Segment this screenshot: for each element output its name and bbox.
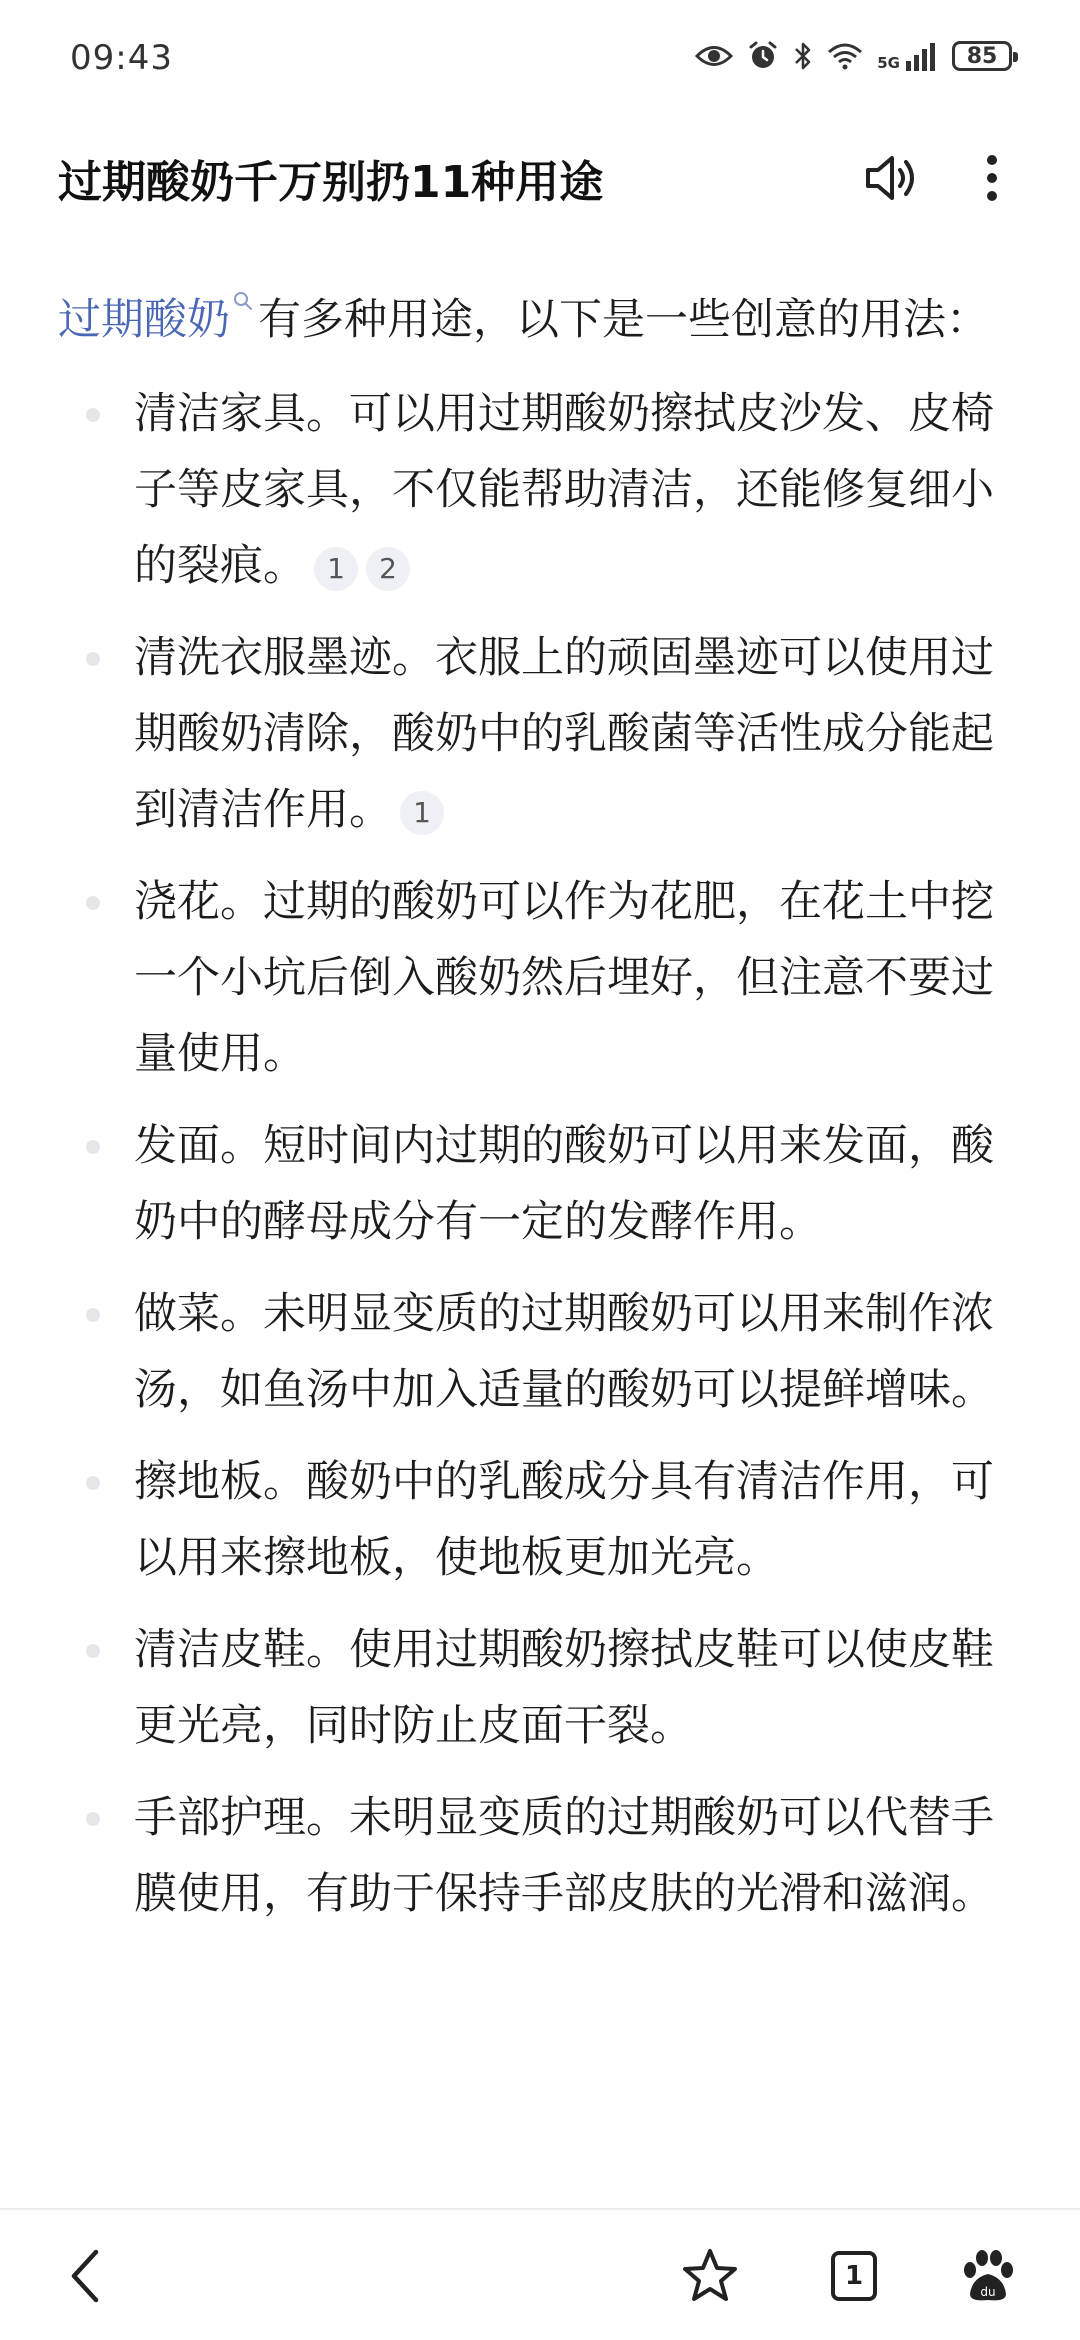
search-icon [232, 290, 254, 312]
more-vertical-icon [972, 148, 1012, 208]
network-label: 5G [877, 54, 900, 72]
list-item-text: 清洁家具。可以用过期酸奶擦拭皮沙发、皮椅子等皮家具，不仅能帮助清洁，还能修复细小的裂痕。 [134, 389, 994, 591]
status-icons [695, 40, 1012, 72]
list-item [58, 1780, 1022, 1932]
citation-badge[interactable]: 1 [400, 791, 444, 835]
list-item [58, 1276, 1022, 1428]
star-icon [680, 2246, 740, 2306]
bullet-dot [86, 1140, 100, 1154]
favorite-button[interactable] [674, 2240, 746, 2312]
page-title: 过期酸奶千万别扔11种用途 [58, 157, 604, 208]
list-item [58, 864, 1022, 1092]
list-item-text: 浇花。过期的酸奶可以作为花肥，在花土中挖一个小坑后倒入酸奶然后埋好，但注意不要过量使用。 [134, 877, 994, 1079]
back-button[interactable] [50, 2240, 122, 2312]
baidu-home-button[interactable] [952, 2240, 1024, 2312]
list-item-text: 做菜。未明显变质的过期酸奶可以用来制作浓汤，如鱼汤中加入适量的酸奶可以提鲜增味。 [134, 1289, 994, 1415]
article-header [0, 130, 1080, 226]
list-item [58, 376, 1022, 604]
status-bar [0, 0, 1080, 120]
paw-icon [956, 2244, 1020, 2308]
intro-search-link[interactable]: 过期酸奶 [58, 295, 230, 345]
read-aloud-button[interactable] [862, 148, 922, 208]
uses-list [58, 376, 1022, 1932]
intro-text: 有多种用途，以下是一些创意的用法： [258, 295, 989, 345]
bottom-nav-bar [0, 2208, 1080, 2340]
list-item-text: 手部护理。未明显变质的过期酸奶可以代替手膜使用，有助于保持手部皮肤的光滑和滋润。 [134, 1793, 994, 1919]
chevron-left-icon [66, 2246, 106, 2306]
citation-badge[interactable]: 2 [366, 547, 410, 591]
list-item-text: 清洗衣服墨迹。衣服上的顽固墨迹可以使用过期酸奶清除，酸奶中的乳酸菌等活性成分能起到清洁作用。 [134, 633, 994, 835]
citation-badge[interactable]: 1 [314, 547, 358, 591]
article-content [58, 282, 1022, 1948]
list-item [58, 1612, 1022, 1764]
signal-icon [904, 41, 938, 71]
speaker-icon [862, 148, 922, 208]
bullet-dot [86, 896, 100, 910]
bullet-dot [86, 408, 100, 422]
tabs-button[interactable] [818, 2240, 890, 2312]
eye-icon [695, 43, 733, 69]
list-item-text: 清洁皮鞋。使用过期酸奶擦拭皮鞋可以使皮鞋更光亮，同时防止皮面干裂。 [134, 1625, 994, 1751]
battery-indicator: 85 [952, 41, 1012, 71]
bullet-dot [86, 1644, 100, 1658]
more-options-button[interactable] [972, 148, 1012, 208]
bluetooth-icon [793, 40, 813, 72]
list-item [58, 620, 1022, 848]
alarm-icon [747, 40, 779, 72]
list-item-text: 擦地板。酸奶中的乳酸成分具有清洁作用，可以用来擦地板，使地板更加光亮。 [134, 1457, 994, 1583]
list-item [58, 1444, 1022, 1596]
bullet-dot [86, 1308, 100, 1322]
status-time: 09:43 [70, 38, 173, 78]
list-item-text: 发面。短时间内过期的酸奶可以用来发面，酸奶中的酵母成分有一定的发酵作用。 [134, 1121, 994, 1247]
bullet-dot [86, 652, 100, 666]
wifi-icon [827, 42, 863, 70]
paw-label: du [980, 2285, 996, 2299]
list-item [58, 1108, 1022, 1260]
bullet-dot [86, 1476, 100, 1490]
intro-paragraph [58, 282, 1022, 358]
bullet-dot [86, 1812, 100, 1826]
tab-count: 1 [831, 2251, 877, 2301]
